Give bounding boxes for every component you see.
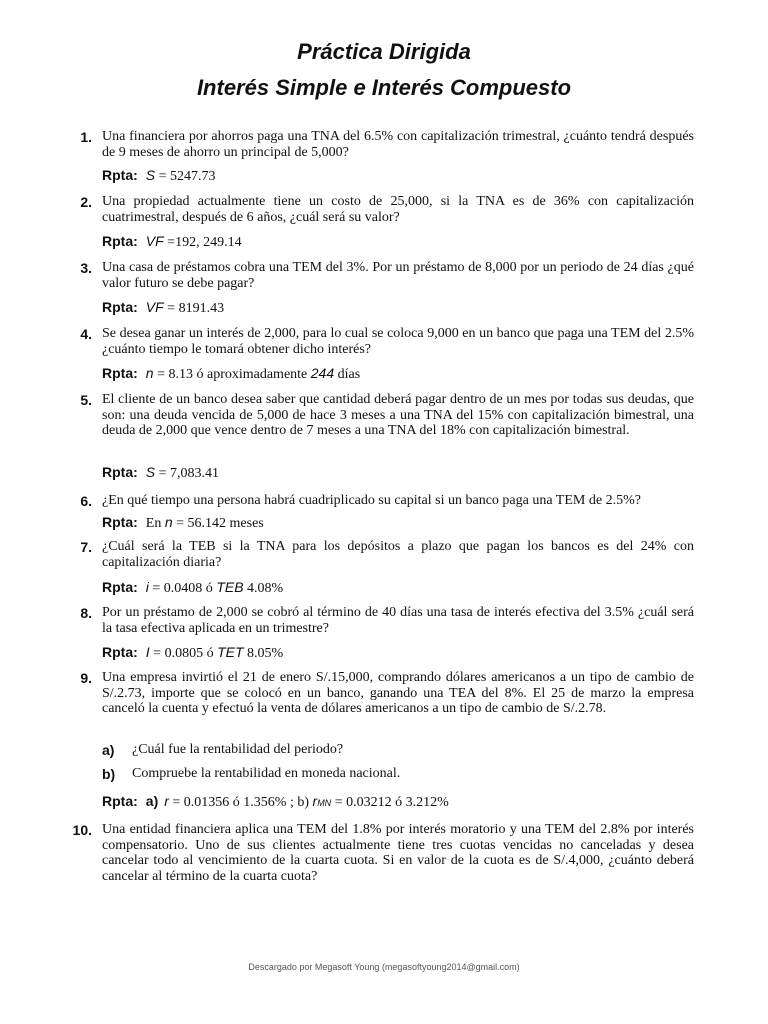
problem-1-number: 1. xyxy=(80,129,92,145)
problem-5-answer: Rpta: S = 7,083.41 xyxy=(102,464,220,481)
problem-9a-label: a) xyxy=(102,742,115,758)
problem-1-text: Una financiera por ahorros paga una TNA del 6.5% con capitalización trimestral, ¿cuánto tendrá después de 9 meses de ahorro un principal de 5,000? xyxy=(102,129,694,160)
problem-8-answer: Rpta: I = 0.0805 ó TET 8.05% xyxy=(102,644,284,661)
problem-9a-text: ¿Cuál fue la rentabilidad del periodo? xyxy=(132,742,344,757)
answer-label: Rpta: xyxy=(102,365,138,381)
problem-10-number: 10. xyxy=(72,822,92,838)
problem-4-text: Se desea ganar un interés de 2,000, para lo cual se coloca 9,000 en un banco que paga una TEM del 2.5% ¿cuánto tiempo le tomará obtener dicho interés? xyxy=(102,326,694,357)
problem-4-answer: Rpta: n = 8.13 ó aproximadamente 244 días xyxy=(102,365,361,382)
problem-3-number: 3. xyxy=(80,260,92,276)
problem-9-text: Una empresa invirtió el 21 de enero S/.15,000, comprando dólares americanos a un tipo de cambio de S/.2.73, importe que se colocó en un banco, ganando una TEA del 8%. El 25 de marzo la empresa canceló la cuenta y efectuó la venta de dólares americanos a un tipo de cambio de S/.2.78. xyxy=(102,670,694,717)
problem-5-text: El cliente de un banco desea saber que cantidad deberá pagar dentro de un mes por todas sus deudas, que son: una deuda vencida de 5,000 de hace 3 meses a una TNA del 15% con capitalización bimestral, una deuda de 2,000 que vence dentro de 7 meses a una TNA del 18% con capitalización bimestral. xyxy=(102,392,694,439)
problem-6-answer: Rpta: En n = 56.142 meses xyxy=(102,514,264,531)
problem-9b-text: Compruebe la rentabilidad en moneda nacional. xyxy=(132,766,401,781)
problem-5-number: 5. xyxy=(80,392,92,408)
problem-3-text: Una casa de préstamos cobra una TEM del 3%. Por un préstamo de 8,000 por un periodo de 24 días ¿qué valor futuro se debe pagar? xyxy=(102,260,694,291)
problem-3-answer: Rpta: VF = 8191.43 xyxy=(102,299,225,316)
problem-1-answer: Rpta: S = 5247.73 xyxy=(102,167,216,184)
problem-6-number: 6. xyxy=(80,493,92,509)
problem-7-text: ¿Cuál será la TEB si la TNA para los depósitos a plazo que pagan los bancos es del 24% con capitalización diaria? xyxy=(102,539,694,570)
problem-9-answer: Rpta: a) r = 0.01356 ó 1.356% ; b) rMN = 0.03212 ó 3.212% xyxy=(102,793,449,810)
problem-2-number: 2. xyxy=(80,194,92,210)
answer-label: Rpta: xyxy=(102,793,138,809)
answer-label: Rpta: xyxy=(102,644,138,660)
problem-2-text: Una propiedad actualmente tiene un costo de 25,000, si la TNA es de 36% con capitalización cuatrimestral, después de 6 años, ¿cuál será su valor? xyxy=(102,194,694,225)
problem-9b-label: b) xyxy=(102,766,116,782)
problem-10-text: Una entidad financiera aplica una TEM del 1.8% por interés moratorio y una TEM del 2.8% por interés compensatorio. Uno de sus clientes actualmente tiene tres cuotas vencidas no canceladas y desea cancelar todo al vencimiento de la cuarta cuota. Si en valor de la cuota es de S/.4,000, ¿cuánto deberá cancelar al término de la cuarta cuota? xyxy=(102,822,694,884)
answer-label: Rpta: xyxy=(102,233,138,249)
problem-7-number: 7. xyxy=(80,539,92,555)
problem-2-answer: Rpta: VF =192, 249.14 xyxy=(102,233,242,250)
answer-label: Rpta: xyxy=(102,514,138,530)
problem-7-answer: Rpta: i = 0.0408 ó TEB 4.08% xyxy=(102,579,284,596)
problem-9-number: 9. xyxy=(80,670,92,686)
problem-8-number: 8. xyxy=(80,605,92,621)
problem-4-number: 4. xyxy=(80,326,92,342)
answer-label: Rpta: xyxy=(102,464,138,480)
page-title: Práctica Dirigida xyxy=(297,39,471,64)
problem-6-text: ¿En qué tiempo una persona habrá cuadriplicado su capital si un banco paga una TEM de 2.5%? xyxy=(102,493,641,508)
answer-label: Rpta: xyxy=(102,579,138,595)
page-subtitle: Interés Simple e Interés Compuesto xyxy=(196,75,572,100)
download-footer: Descargado por Megasoft Young (megasoftyoung2014@gmail.com) xyxy=(248,962,520,972)
problem-8-text: Por un préstamo de 2,000 se cobró al término de 40 días una tasa de interés efectiva del 3.5% ¿cuál será la tasa efectiva aplicada en un trimestre? xyxy=(102,605,694,636)
answer-label: Rpta: xyxy=(102,167,138,183)
answer-label: Rpta: xyxy=(102,299,138,315)
